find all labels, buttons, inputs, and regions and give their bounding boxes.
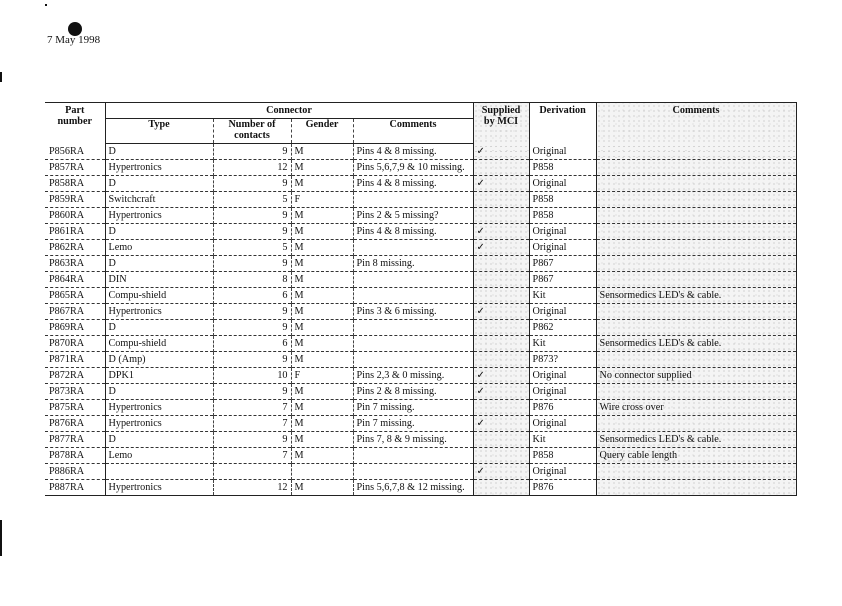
cell-supplied: ✓	[473, 176, 529, 192]
cell-contacts	[213, 464, 291, 480]
cell-contacts: 9	[213, 320, 291, 336]
cell-comments-2	[596, 384, 796, 400]
cell-part-number: P876RA	[49, 418, 85, 429]
cell-supplied	[473, 288, 529, 304]
cell-comments	[353, 192, 473, 208]
cell-derivation: P862	[529, 320, 596, 336]
cell-gender: M	[291, 352, 353, 368]
cell-derivation: P858	[529, 160, 596, 176]
cell-comments-2	[596, 144, 796, 160]
cell-derivation: Original	[529, 384, 596, 400]
header-supplied: Supplied by MCI	[473, 103, 529, 144]
cell-comments: Pins 4 & 8 missing.	[353, 144, 473, 160]
cell-gender: M	[291, 240, 353, 256]
cell-comments: Pins 3 & 6 missing.	[353, 304, 473, 320]
cell-type: DPK1	[105, 368, 213, 384]
cell-derivation: Original	[529, 224, 596, 240]
cell-comments: Pins 5,6,7,8 & 12 missing.	[353, 480, 473, 496]
cell-supplied	[473, 432, 529, 448]
table-row	[45, 464, 796, 480]
cell-gender: M	[291, 272, 353, 288]
cell-comments-2	[596, 192, 796, 208]
cell-comments-2: Sensormedics LED's & cable.	[596, 288, 796, 304]
cell-comments-2	[596, 416, 796, 432]
table-row	[45, 448, 796, 464]
cell-comments	[353, 240, 473, 256]
cell-supplied	[473, 336, 529, 352]
cell-type: Switchcraft	[105, 192, 213, 208]
cell-gender: M	[291, 320, 353, 336]
cell-contacts: 9	[213, 176, 291, 192]
cell-supplied	[473, 208, 529, 224]
cell-supplied: ✓	[473, 416, 529, 432]
cell-part-number: P875RA	[49, 402, 85, 413]
cell-contacts: 9	[213, 352, 291, 368]
cell-supplied: ✓	[473, 240, 529, 256]
cell-comments-2	[596, 240, 796, 256]
cell-part-number: P867RA	[49, 306, 85, 317]
cell-contacts: 10	[213, 368, 291, 384]
cell-gender: M	[291, 400, 353, 416]
cell-part-number: P873RA	[49, 386, 85, 397]
table-row	[45, 320, 796, 336]
cell-contacts: 7	[213, 448, 291, 464]
cell-gender: M	[291, 432, 353, 448]
cell-comments: Pins 2 & 5 missing?	[353, 208, 473, 224]
cell-type: D	[105, 432, 213, 448]
table-row	[45, 416, 796, 432]
cell-supplied	[473, 160, 529, 176]
cell-comments-2: Sensormedics LED's & cable.	[596, 336, 796, 352]
cell-supplied	[473, 448, 529, 464]
cell-contacts: 5	[213, 240, 291, 256]
connector-table	[45, 102, 797, 496]
cell-contacts: 7	[213, 416, 291, 432]
table-row	[45, 144, 796, 160]
cell-comments	[353, 272, 473, 288]
table-row	[45, 176, 796, 192]
cell-type: D	[105, 144, 213, 160]
cell-contacts: 9	[213, 208, 291, 224]
cell-derivation: P867	[529, 272, 596, 288]
header-part-line2: number	[57, 116, 93, 127]
cell-part-number: P871RA	[49, 354, 85, 365]
cell-part-number: P887RA	[49, 482, 85, 493]
cell-part-number: P856RA	[49, 145, 85, 157]
cell-derivation: Original	[529, 144, 596, 160]
cell-supplied: ✓	[473, 224, 529, 240]
cell-type: DIN	[105, 272, 213, 288]
cell-gender: M	[291, 480, 353, 496]
table-row	[45, 352, 796, 368]
cell-derivation: Original	[529, 176, 596, 192]
cell-comments: Pins 4 & 8 missing.	[353, 224, 473, 240]
cell-comments-2	[596, 160, 796, 176]
cell-supplied: ✓	[473, 304, 529, 320]
cell-part-number: P857RA	[49, 162, 85, 173]
cell-derivation: Original	[529, 464, 596, 480]
cell-derivation: Kit	[529, 288, 596, 304]
cell-contacts: 12	[213, 160, 291, 176]
cell-part-number: P886RA	[49, 466, 85, 477]
cell-part-number: P860RA	[49, 210, 85, 221]
table-row	[45, 224, 796, 240]
cell-part-number: P858RA	[49, 178, 85, 189]
cell-derivation: P873?	[529, 352, 596, 368]
cell-comments: Pin 8 missing.	[353, 256, 473, 272]
cell-comments: Pins 2,3 & 0 missing.	[353, 368, 473, 384]
cell-contacts: 8	[213, 272, 291, 288]
cell-type: D	[105, 256, 213, 272]
header-part-line1: Part	[65, 105, 85, 116]
cell-gender: M	[291, 208, 353, 224]
cell-comments	[353, 288, 473, 304]
cell-comments: Pin 7 missing.	[353, 416, 473, 432]
cell-derivation: P858	[529, 208, 596, 224]
cell-derivation: Original	[529, 368, 596, 384]
table-row	[45, 160, 796, 176]
cell-comments: Pins 7, 8 & 9 missing.	[353, 432, 473, 448]
cell-contacts: 7	[213, 400, 291, 416]
cell-type: Hypertronics	[105, 400, 213, 416]
cell-type: Hypertronics	[105, 480, 213, 496]
cell-comments-2	[596, 304, 796, 320]
cell-type	[105, 464, 213, 480]
cell-type: Lemo	[105, 240, 213, 256]
cell-gender: M	[291, 304, 353, 320]
header-comments: Comments	[353, 119, 473, 144]
cell-gender: F	[291, 368, 353, 384]
table-row	[45, 256, 796, 272]
cell-part-number: P877RA	[49, 434, 85, 445]
cell-comments-2: Query cable length	[596, 448, 796, 464]
cell-contacts: 5	[213, 192, 291, 208]
cell-type: Compu-shield	[105, 336, 213, 352]
table-row	[45, 272, 796, 288]
cell-derivation: Original	[529, 240, 596, 256]
header-comments-2: Comments	[596, 103, 796, 144]
cell-supplied	[473, 352, 529, 368]
cell-comments-2	[596, 480, 796, 496]
cell-comments-2	[596, 464, 796, 480]
margin-mark-bottom	[0, 520, 2, 556]
cell-part-number: P872RA	[49, 370, 85, 381]
header-type: Type	[105, 119, 213, 144]
cell-supplied: ✓	[473, 384, 529, 400]
cell-part-number: P878RA	[49, 450, 85, 461]
cell-derivation: Kit	[529, 336, 596, 352]
cell-gender: M	[291, 384, 353, 400]
cell-comments: Pins 4 & 8 missing.	[353, 176, 473, 192]
cell-comments-2	[596, 208, 796, 224]
cell-comments	[353, 464, 473, 480]
cell-gender: M	[291, 416, 353, 432]
table-row	[45, 304, 796, 320]
cell-gender: M	[291, 448, 353, 464]
cell-comments: Pins 2 & 8 missing.	[353, 384, 473, 400]
cell-comments-2	[596, 224, 796, 240]
header-connector: Connector	[105, 103, 473, 119]
cell-type: Hypertronics	[105, 208, 213, 224]
scan-speck	[45, 4, 47, 6]
table-row	[45, 368, 796, 384]
cell-derivation: P867	[529, 256, 596, 272]
cell-comments-2	[596, 352, 796, 368]
cell-supplied	[473, 192, 529, 208]
cell-comments-2	[596, 320, 796, 336]
margin-mark-top	[0, 72, 2, 82]
cell-supplied	[473, 272, 529, 288]
cell-gender: M	[291, 336, 353, 352]
cell-gender	[291, 464, 353, 480]
cell-supplied	[473, 256, 529, 272]
cell-gender: M	[291, 144, 353, 160]
cell-part-number: P870RA	[49, 338, 85, 349]
cell-derivation: P858	[529, 448, 596, 464]
cell-part-number: P863RA	[49, 258, 85, 269]
cell-gender: M	[291, 288, 353, 304]
table-row	[45, 432, 796, 448]
table-row	[45, 480, 796, 496]
cell-comments	[353, 352, 473, 368]
cell-type: D	[105, 176, 213, 192]
document-date: 7 May 1998	[47, 34, 101, 46]
cell-type: Hypertronics	[105, 416, 213, 432]
cell-gender: M	[291, 224, 353, 240]
cell-supplied	[473, 480, 529, 496]
cell-contacts: 9	[213, 224, 291, 240]
cell-contacts: 12	[213, 480, 291, 496]
cell-derivation: Original	[529, 304, 596, 320]
table-row	[45, 240, 796, 256]
cell-comments-2	[596, 256, 796, 272]
cell-comments	[353, 336, 473, 352]
table-row	[45, 400, 796, 416]
cell-comments-2: No connector supplied	[596, 368, 796, 384]
cell-contacts: 9	[213, 432, 291, 448]
header-gender: Gender	[291, 119, 353, 144]
cell-comments: Pins 5,6,7,9 & 10 missing.	[353, 160, 473, 176]
cell-type: Hypertronics	[105, 160, 213, 176]
table-row	[45, 384, 796, 400]
cell-supplied: ✓	[473, 368, 529, 384]
cell-comments-2: Sensormedics LED's & cable.	[596, 432, 796, 448]
cell-type: D	[105, 320, 213, 336]
cell-derivation: P876	[529, 400, 596, 416]
cell-type: D (Amp)	[105, 352, 213, 368]
cell-part-number: P862RA	[49, 242, 85, 253]
cell-contacts: 9	[213, 304, 291, 320]
cell-contacts: 9	[213, 384, 291, 400]
cell-type: Lemo	[105, 448, 213, 464]
cell-gender: M	[291, 256, 353, 272]
cell-type: Hypertronics	[105, 304, 213, 320]
cell-part-number: P865RA	[49, 290, 85, 301]
table-row	[45, 336, 796, 352]
cell-contacts: 6	[213, 336, 291, 352]
table-row	[45, 192, 796, 208]
cell-derivation: P876	[529, 480, 596, 496]
cell-supplied: ✓	[473, 144, 529, 160]
cell-contacts: 9	[213, 256, 291, 272]
header-derivation: Derivation	[529, 103, 596, 144]
cell-supplied: ✓	[473, 464, 529, 480]
cell-gender: F	[291, 192, 353, 208]
cell-derivation: Original	[529, 416, 596, 432]
cell-part-number: P864RA	[49, 274, 85, 285]
cell-type: D	[105, 224, 213, 240]
cell-comments: Pin 7 missing.	[353, 400, 473, 416]
cell-comments	[353, 448, 473, 464]
cell-comments	[353, 320, 473, 336]
header-number-of-contacts: Number of contacts	[213, 119, 291, 144]
cell-part-number: P869RA	[49, 322, 85, 333]
cell-comments-2	[596, 272, 796, 288]
table-row	[45, 208, 796, 224]
cell-gender: M	[291, 176, 353, 192]
cell-gender: M	[291, 160, 353, 176]
cell-type: D	[105, 384, 213, 400]
cell-type: Compu-shield	[105, 288, 213, 304]
cell-derivation: P858	[529, 192, 596, 208]
cell-part-number: P861RA	[49, 226, 85, 237]
header-part-number	[45, 103, 105, 144]
cell-contacts: 6	[213, 288, 291, 304]
cell-supplied	[473, 320, 529, 336]
table-row	[45, 288, 796, 304]
cell-contacts: 9	[213, 144, 291, 160]
cell-derivation: Kit	[529, 432, 596, 448]
cell-comments-2: Wire cross over	[596, 400, 796, 416]
cell-supplied	[473, 400, 529, 416]
cell-part-number: P859RA	[49, 194, 85, 205]
cell-comments-2	[596, 176, 796, 192]
